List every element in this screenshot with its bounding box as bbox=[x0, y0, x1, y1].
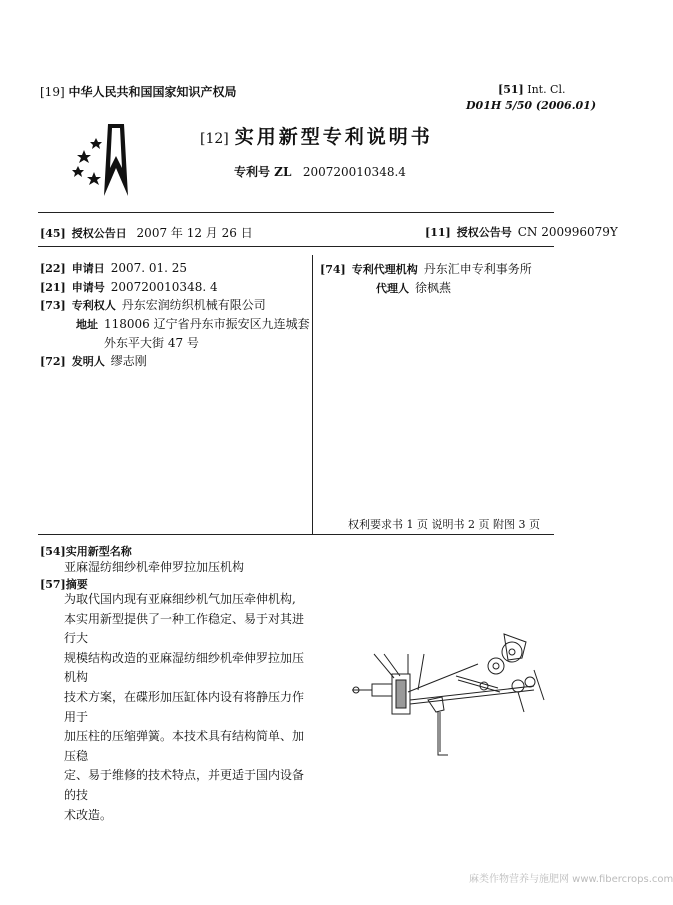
field-value: 缪志刚 bbox=[110, 354, 147, 368]
int-cl-header bbox=[498, 83, 566, 96]
abstract-line: 定、易于维修的技术特点，并更适于国内设备的技 bbox=[64, 768, 305, 802]
pub-number: CN 200996079Y bbox=[517, 225, 618, 239]
section-code: [57] bbox=[40, 578, 66, 591]
grant-date: 2007 年 12 月 26 日 bbox=[136, 226, 253, 240]
document-title bbox=[200, 122, 433, 149]
mechanism-drawing bbox=[348, 630, 544, 755]
field-label: 地址 bbox=[76, 318, 98, 331]
column-divider bbox=[312, 255, 313, 535]
pages-summary: 权利要求书 1 页 说明书 2 页 附图 3 页 bbox=[348, 518, 540, 531]
field-filing-date bbox=[40, 260, 187, 276]
field-inventor bbox=[40, 352, 147, 369]
doc-type-code: [12] bbox=[200, 131, 229, 147]
field-value: 丹东宏润纺织机械有限公司 bbox=[121, 298, 266, 312]
utility-model-title: 亚麻湿纺细纱机牵伸罗拉加压机构 bbox=[64, 560, 245, 574]
field-code: [73] bbox=[40, 299, 66, 312]
field-label: 发明人 bbox=[71, 355, 105, 368]
cnipa-logo-icon bbox=[70, 118, 166, 198]
field-patentee bbox=[40, 296, 266, 313]
field-label: 专利代理机构 bbox=[351, 263, 418, 276]
classification: D01H 5/50 (2006.01) bbox=[466, 99, 597, 112]
field-code: [72] bbox=[40, 355, 66, 368]
patent-number bbox=[234, 163, 406, 180]
field-value: 徐枫燕 bbox=[415, 281, 452, 295]
divider-mid bbox=[38, 246, 554, 247]
int-cl-code: [51] bbox=[498, 83, 524, 96]
section-label: 摘要 bbox=[65, 578, 88, 591]
field-application-number bbox=[40, 279, 218, 295]
section-54-heading bbox=[40, 543, 132, 559]
section-code: [54] bbox=[40, 545, 66, 558]
abstract-line: 本实用新型提供了一种工作稳定、易于对其进行大 bbox=[64, 611, 305, 646]
patent-number-value: 200720010348.4 bbox=[302, 165, 406, 179]
publication-row bbox=[425, 224, 618, 240]
field-agent bbox=[376, 279, 451, 296]
field-value: 外东平大街 47 号 bbox=[104, 336, 199, 350]
field-value: 丹东汇申专利事务所 bbox=[423, 262, 532, 276]
field-label: 代理人 bbox=[376, 282, 409, 295]
abstract-line: 术改造。 bbox=[64, 807, 113, 822]
pub-label: 授权公告号 bbox=[456, 226, 512, 239]
field-code: [21] bbox=[40, 281, 66, 294]
watermark: 麻类作物营养与施肥网 www.fibercrops.com bbox=[469, 874, 673, 885]
office-code: [19] bbox=[40, 85, 65, 99]
field-value: 2007. 01. 25 bbox=[110, 261, 188, 275]
field-value: 118006 辽宁省丹东市振安区九连城套 bbox=[104, 317, 310, 331]
field-label: 专利权人 bbox=[71, 299, 116, 312]
field-code: [74] bbox=[320, 263, 346, 276]
abstract-line: 加压柱的压缩弹簧。本技术具有结构简单、加压稳 bbox=[64, 729, 305, 763]
section-label: 实用新型名称 bbox=[65, 545, 132, 558]
pub-code: [11] bbox=[425, 226, 451, 239]
grant-code: [45] bbox=[40, 227, 66, 240]
abstract-text bbox=[64, 590, 314, 825]
field-address-line2 bbox=[104, 334, 199, 351]
office-header bbox=[40, 83, 236, 100]
doc-type-title: 实用新型专利说明书 bbox=[234, 126, 433, 148]
grant-label: 授权公告日 bbox=[71, 227, 127, 240]
field-label: 申请日 bbox=[71, 262, 105, 275]
abstract-line: 为取代国内现有亚麻细纱机气加压牵伸机构, bbox=[64, 592, 296, 606]
divider-top bbox=[38, 212, 554, 213]
patent-number-label: 专利号 ZL bbox=[234, 165, 292, 179]
field-label: 申请号 bbox=[71, 281, 105, 294]
grant-date-row bbox=[40, 224, 253, 241]
abstract-line: 技术方案，在碟形加压缸体内设有将静压力作用于 bbox=[64, 689, 305, 724]
field-agency bbox=[320, 260, 532, 277]
office-name: 中华人民共和国国家知识产权局 bbox=[68, 85, 237, 99]
abstract-line: 规模结构改造的亚麻湿纺细纱机牵伸罗拉加压机构 bbox=[64, 650, 305, 685]
field-address bbox=[76, 315, 310, 332]
field-code: [22] bbox=[40, 262, 66, 275]
int-cl-label: Int. Cl. bbox=[527, 83, 566, 96]
field-value: 200720010348. 4 bbox=[110, 280, 218, 294]
divider-bottom bbox=[38, 534, 554, 535]
